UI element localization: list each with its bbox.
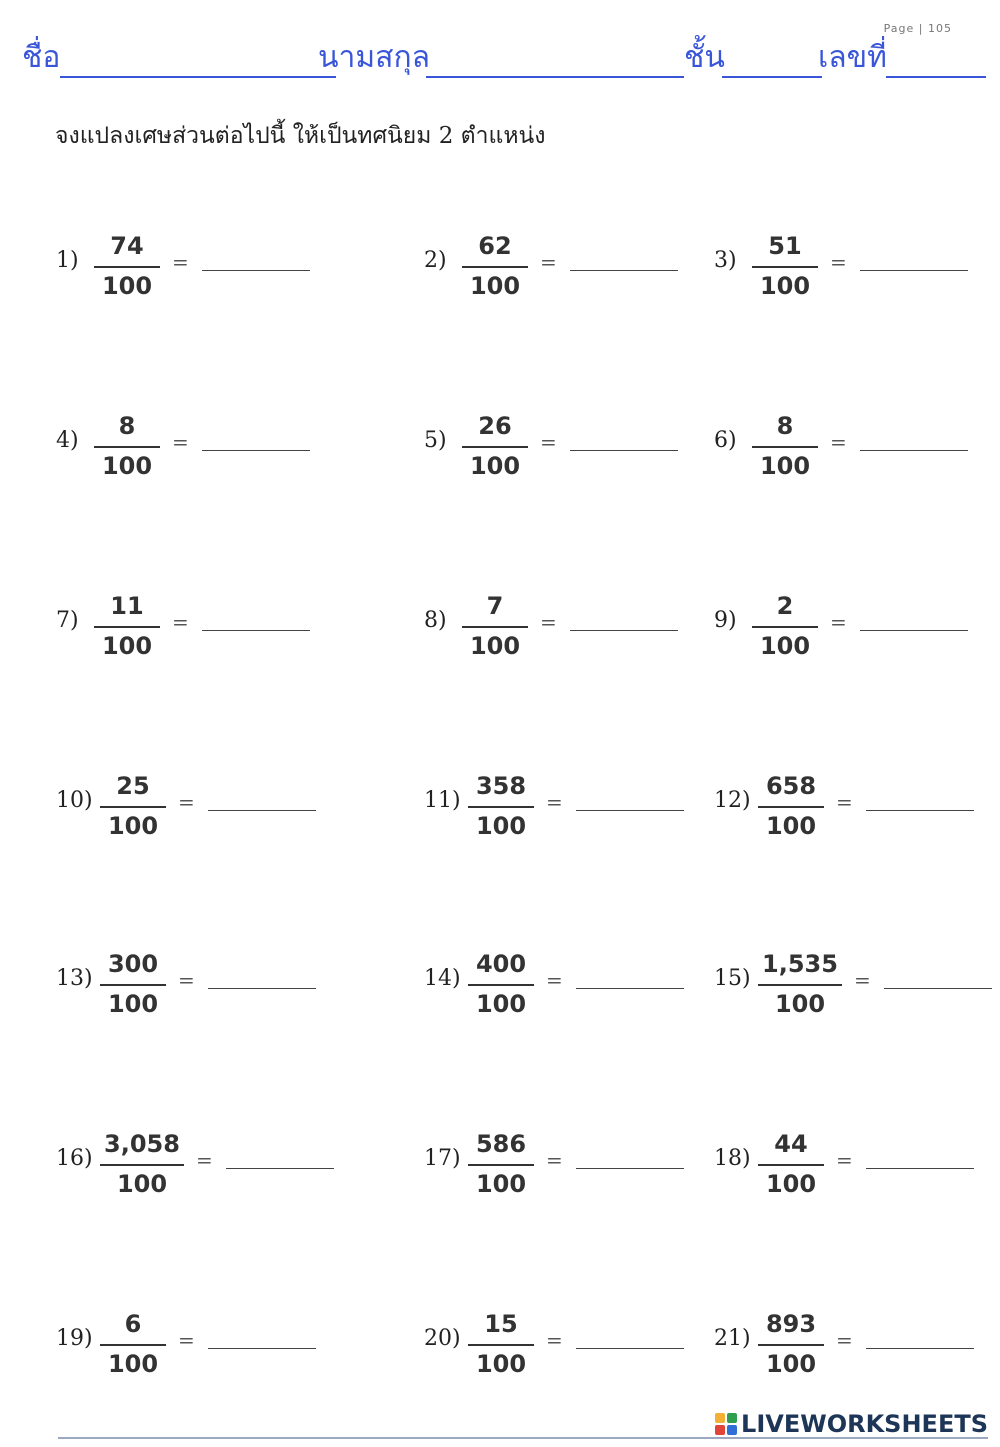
fraction-denominator: 100: [765, 1170, 817, 1198]
equals-sign: =: [178, 790, 195, 814]
fraction-denominator: 100: [475, 812, 527, 840]
fraction-numerator: 1,535: [762, 950, 838, 978]
equals-sign: =: [178, 968, 195, 992]
answer-field[interactable]: [576, 810, 684, 811]
exercise-item: [424, 588, 684, 678]
exercise-item: [424, 1306, 684, 1396]
exercise-number: 20): [424, 1326, 461, 1351]
answer-field[interactable]: [866, 810, 974, 811]
fraction: [96, 408, 158, 484]
fraction-denominator: 100: [759, 452, 811, 480]
exercise-number: 14): [424, 966, 461, 991]
exercise-number: 13): [56, 966, 93, 991]
exercise-number: 18): [714, 1146, 751, 1171]
equals-sign: =: [540, 610, 557, 634]
exercise-number: 12): [714, 788, 751, 813]
surname-field[interactable]: [426, 76, 684, 78]
liveworksheets-logo-icon: [715, 1413, 737, 1435]
exercise-item: [56, 768, 316, 858]
fraction: [760, 1306, 822, 1382]
fraction: [96, 228, 158, 304]
student-number-field[interactable]: [886, 76, 986, 78]
fraction: [754, 588, 816, 664]
exercise-number: 8): [424, 608, 447, 633]
exercise-number: 7): [56, 608, 79, 633]
exercise-item: [56, 408, 316, 498]
exercise-item: [714, 408, 974, 498]
fraction-denominator: 100: [765, 812, 817, 840]
fraction-denominator: 100: [107, 1350, 159, 1378]
equals-sign: =: [830, 610, 847, 634]
answer-field[interactable]: [866, 1168, 974, 1169]
answer-field[interactable]: [202, 270, 310, 271]
brand-name: LIVEWORKSHEETS: [741, 1410, 988, 1438]
fraction: [760, 768, 822, 844]
fraction-numerator: 358: [475, 772, 527, 800]
fraction-denominator: 100: [759, 632, 811, 660]
equals-sign: =: [172, 250, 189, 274]
equals-sign: =: [854, 968, 871, 992]
fraction-numerator: 74: [110, 232, 144, 260]
equals-sign: =: [836, 1148, 853, 1172]
fraction-numerator: 2: [776, 592, 794, 620]
answer-field[interactable]: [570, 630, 678, 631]
fraction-numerator: 300: [107, 950, 159, 978]
equals-sign: =: [540, 430, 557, 454]
fraction: [754, 408, 816, 484]
fraction-numerator: 6: [124, 1310, 142, 1338]
exercise-number: 9): [714, 608, 737, 633]
fraction-numerator: 51: [768, 232, 802, 260]
fraction: [760, 1126, 822, 1202]
fraction: [102, 946, 164, 1022]
answer-field[interactable]: [866, 1348, 974, 1349]
fraction-denominator: 100: [765, 1350, 817, 1378]
exercise-item: [714, 1126, 974, 1216]
fraction-denominator: 100: [107, 812, 159, 840]
surname-label: นามสกุล: [318, 40, 430, 75]
fraction-denominator: 100: [469, 452, 521, 480]
exercise-number: 16): [56, 1146, 93, 1171]
exercise-item: [56, 1306, 316, 1396]
name-label: ชื่อ: [22, 40, 61, 75]
answer-field[interactable]: [208, 1348, 316, 1349]
equals-sign: =: [836, 1328, 853, 1352]
fraction: [470, 1306, 532, 1382]
exercise-number: 10): [56, 788, 93, 813]
exercise-item: [714, 1306, 974, 1396]
fraction-numerator: 8: [776, 412, 794, 440]
exercise-number: 11): [424, 788, 461, 813]
class-label: ชั้น: [684, 40, 725, 75]
fraction-numerator: 400: [475, 950, 527, 978]
fraction: [760, 946, 840, 1022]
fraction: [102, 1126, 182, 1202]
equals-sign: =: [546, 968, 563, 992]
fraction-denominator: 100: [774, 990, 826, 1018]
fraction-numerator: 586: [475, 1130, 527, 1158]
equals-sign: =: [178, 1328, 195, 1352]
fraction-numerator: 15: [484, 1310, 518, 1338]
exercise-item: [714, 768, 974, 858]
equals-sign: =: [830, 250, 847, 274]
fraction-numerator: 3,058: [104, 1130, 180, 1158]
equals-sign: =: [836, 790, 853, 814]
equals-sign: =: [830, 430, 847, 454]
answer-field[interactable]: [860, 450, 968, 451]
answer-field[interactable]: [208, 988, 316, 989]
answer-field[interactable]: [860, 270, 968, 271]
equals-sign: =: [546, 1328, 563, 1352]
exercise-item: [714, 228, 974, 318]
fraction-denominator: 100: [116, 1170, 168, 1198]
exercise-item: [424, 1126, 684, 1216]
fraction-denominator: 100: [475, 1350, 527, 1378]
exercise-item: [424, 946, 684, 1036]
exercise-number: 19): [56, 1326, 93, 1351]
fraction: [96, 588, 158, 664]
fraction: [464, 588, 526, 664]
exercise-item: [714, 946, 974, 1036]
fraction-denominator: 100: [469, 272, 521, 300]
page-number-mark: Page | 105: [883, 22, 952, 35]
fraction-numerator: 25: [116, 772, 150, 800]
exercise-item: [56, 588, 316, 678]
fraction-denominator: 100: [101, 452, 153, 480]
equals-sign: =: [540, 250, 557, 274]
fraction-denominator: 100: [475, 1170, 527, 1198]
fraction-denominator: 100: [101, 632, 153, 660]
exercise-number: 17): [424, 1146, 461, 1171]
answer-field[interactable]: [576, 988, 684, 989]
exercise-item: [424, 408, 684, 498]
fraction-numerator: 11: [110, 592, 144, 620]
fraction-denominator: 100: [475, 990, 527, 1018]
fraction-numerator: 893: [765, 1310, 817, 1338]
fraction: [102, 768, 164, 844]
fraction: [470, 1126, 532, 1202]
class-field[interactable]: [722, 76, 822, 78]
answer-field[interactable]: [570, 450, 678, 451]
liveworksheets-brand: [715, 1410, 988, 1438]
student-info-header: [22, 36, 988, 86]
fraction-numerator: 62: [478, 232, 512, 260]
equals-sign: =: [546, 1148, 563, 1172]
answer-field[interactable]: [576, 1168, 684, 1169]
fraction: [470, 946, 532, 1022]
fraction-denominator: 100: [469, 632, 521, 660]
answer-field[interactable]: [576, 1348, 684, 1349]
exercise-number: 1): [56, 248, 79, 273]
fraction-numerator: 7: [486, 592, 504, 620]
answer-field[interactable]: [226, 1168, 334, 1169]
instructions-text: จงแปลงเศษส่วนต่อไปนี้ ให้เป็นทศนิยม 2 ตำแหน่ง: [55, 123, 546, 149]
exercise-item: [56, 1126, 316, 1216]
fraction-numerator: 26: [478, 412, 512, 440]
answer-field[interactable]: [860, 630, 968, 631]
exercise-item: [56, 946, 316, 1036]
fraction-numerator: 658: [765, 772, 817, 800]
equals-sign: =: [172, 430, 189, 454]
fraction-denominator: 100: [101, 272, 153, 300]
exercise-number: 5): [424, 428, 447, 453]
equals-sign: =: [172, 610, 189, 634]
answer-field[interactable]: [202, 450, 310, 451]
answer-field[interactable]: [208, 810, 316, 811]
fraction-denominator: 100: [107, 990, 159, 1018]
exercise-number: 6): [714, 428, 737, 453]
answer-field[interactable]: [884, 988, 992, 989]
exercise-item: [56, 228, 316, 318]
fraction-numerator: 8: [118, 412, 136, 440]
exercise-number: 3): [714, 248, 737, 273]
equals-sign: =: [196, 1148, 213, 1172]
fraction: [754, 228, 816, 304]
exercise-number: 15): [714, 966, 751, 991]
exercise-item: [424, 768, 684, 858]
fraction: [470, 768, 532, 844]
answer-field[interactable]: [202, 630, 310, 631]
exercise-number: 4): [56, 428, 79, 453]
equals-sign: =: [546, 790, 563, 814]
exercise-item: [424, 228, 684, 318]
exercise-item: [714, 588, 974, 678]
fraction: [464, 408, 526, 484]
fraction-numerator: 44: [774, 1130, 808, 1158]
fraction: [102, 1306, 164, 1382]
student-number-label: เลขที่: [818, 40, 887, 75]
name-field[interactable]: [60, 76, 336, 78]
fraction-denominator: 100: [759, 272, 811, 300]
fraction: [464, 228, 526, 304]
exercise-number: 2): [424, 248, 447, 273]
exercise-number: 21): [714, 1326, 751, 1351]
answer-field[interactable]: [570, 270, 678, 271]
